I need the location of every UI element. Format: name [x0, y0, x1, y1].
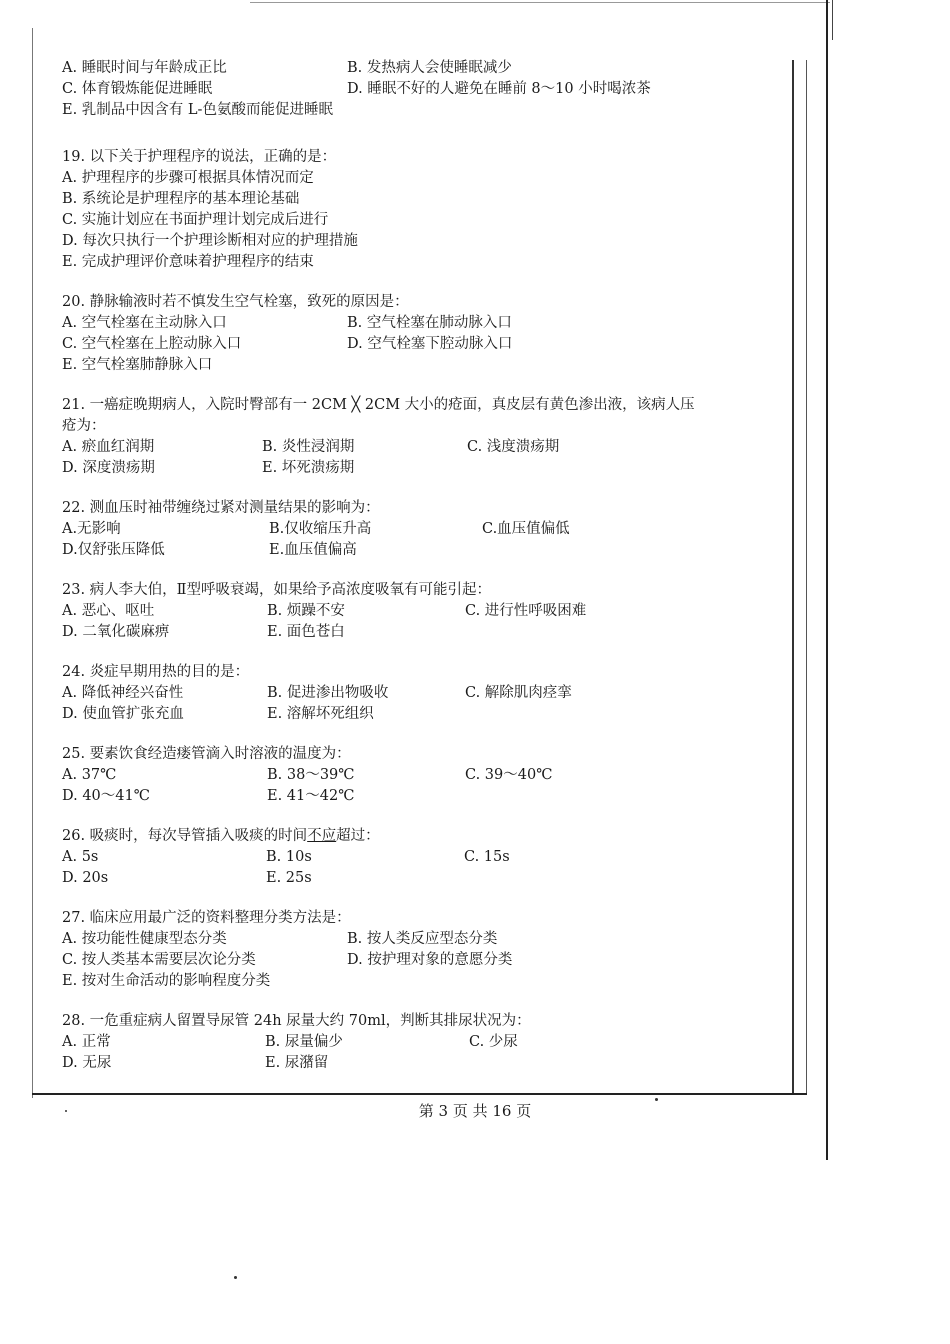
question-stem-start: 26. 吸痰时，每次导管插入吸痰的时间 [62, 828, 308, 844]
option-e: E. 空气栓塞肺静脉入口 [62, 357, 213, 373]
option-b: B. 按人类反应型态分类 [347, 931, 498, 947]
exam-content [62, 58, 787, 1074]
question-stem: 22. 测血压时袖带缠绕过紧对测量结果的影响为： [62, 500, 380, 516]
question-stem: 24. 炎症早期用热的目的是： [62, 664, 250, 680]
option-a: A.无影响 [62, 521, 121, 537]
question-23 [62, 580, 787, 643]
option-c: C. 空气栓塞在上腔动脉入口 [62, 336, 242, 352]
question-27 [62, 908, 787, 992]
option-e: E. 面色苍白 [267, 624, 345, 640]
option-a: A. 护理程序的步骤可根据具体情况而定 [62, 170, 314, 186]
option-a: A. 按功能性健康型态分类 [62, 931, 227, 947]
page-border-left [32, 28, 33, 1098]
option-c: C.血压值偏低 [482, 521, 570, 537]
option-d: D. 使血管扩张充血 [62, 706, 184, 722]
option-b: B. 38～39℃ [267, 767, 355, 783]
option-a: A. 5s [62, 849, 99, 865]
option-c: C. 少尿 [469, 1034, 518, 1050]
question-19 [62, 147, 787, 273]
question-stem-end: 超过： [336, 828, 380, 844]
option-b: B. 10s [266, 849, 312, 865]
option-c: C. 39～40℃ [465, 767, 553, 783]
option-c: C. 进行性呼吸困难 [465, 603, 587, 619]
option-c: C. 按人类基本需要层次论分类 [62, 952, 256, 968]
option-a: A. 恶心、呕吐 [62, 603, 155, 619]
scan-top-edge [250, 2, 830, 3]
option-b: B. 烦躁不安 [267, 603, 345, 619]
option-e: E. 41～42℃ [267, 788, 355, 804]
option-e: E. 溶解坏死组织 [267, 706, 374, 722]
question-21 [62, 395, 787, 479]
option-e: E. 完成护理评价意味着护理程序的结束 [62, 254, 314, 270]
scan-right-edge-mark [832, 0, 833, 40]
question-stem: 20. 静脉输液时若不慎发生空气栓塞，致死的原因是： [62, 294, 409, 310]
option-e: E. 按对生命活动的影响程度分类 [62, 973, 271, 989]
question-28 [62, 1011, 787, 1074]
option-d: D. 深度溃疡期 [62, 460, 155, 476]
option-b: B. 发热病人会使睡眠减少 [347, 60, 512, 76]
option-b: B. 炎性浸润期 [262, 439, 355, 455]
question-stem: 23. 病人李大伯，Ⅱ型呼吸衰竭，如果给予高浓度吸氧有可能引起： [62, 582, 492, 598]
option-e: E.血压值偏高 [269, 542, 357, 558]
page-number: 第 3 页 共 16 页 [418, 1102, 532, 1120]
option-a: A. 正常 [62, 1034, 111, 1050]
option-e: E. 25s [266, 870, 312, 886]
question-stem-continued: 疮为： [62, 418, 106, 434]
option-a: A. 37℃ [62, 767, 117, 783]
question-25 [62, 744, 787, 807]
option-e: E. 乳制品中因含有 L-色氨酸而能促进睡眠 [62, 102, 333, 118]
option-c: C. 15s [464, 849, 510, 865]
option-a: A. 空气栓塞在主动脉入口 [62, 315, 227, 331]
option-a: A. 降低神经兴奋性 [62, 685, 184, 701]
option-d: D. 每次只执行一个护理诊断相对应的护理措施 [62, 233, 358, 249]
scan-right-edge [826, 0, 828, 1160]
question-stem: 25. 要素饮食经造瘘管滴入时溶液的温度为： [62, 746, 351, 762]
option-d: D. 无尿 [62, 1055, 112, 1071]
option-a: A. 瘀血红润期 [62, 439, 155, 455]
option-b: B. 空气栓塞在肺动脉入口 [347, 315, 512, 331]
question-stem: 27. 临床应用最广泛的资料整理分类方法是： [62, 910, 351, 926]
question-26 [62, 826, 787, 889]
option-c: C. 体育锻炼能促进睡眠 [62, 81, 213, 97]
option-d: D.仅舒张压降低 [62, 542, 165, 558]
option-b: B. 系统论是护理程序的基本理论基础 [62, 191, 300, 207]
option-b: B.仅收缩压升高 [269, 521, 372, 537]
question-18-continuation [62, 58, 787, 121]
question-20 [62, 292, 787, 376]
option-c: C. 浅度溃疡期 [467, 439, 560, 455]
question-stem [62, 826, 787, 847]
question-stem: 19. 以下关于护理程序的说法，正确的是： [62, 149, 337, 165]
question-stem: 21. 一癌症晚期病人，入院时臀部有一 2CM ╳ 2CM 大小的疮面，真皮层有黄色渗出液，该病人压 [62, 397, 695, 413]
option-c: C. 实施计划应在书面护理计划完成后进行 [62, 212, 329, 228]
option-d: D. 按护理对象的意愿分类 [347, 952, 513, 968]
scan-speck [234, 1276, 237, 1279]
option-d: D. 二氧化碳麻痹 [62, 624, 170, 640]
page-border-bottom [32, 1093, 807, 1095]
page-border-right [792, 60, 794, 1095]
option-d: D. 睡眠不好的人避免在睡前 8～10 小时喝浓茶 [347, 81, 651, 97]
option-e: E. 坏死溃疡期 [262, 460, 355, 476]
option-d: D. 40～41℃ [62, 788, 150, 804]
scan-speck [655, 1098, 658, 1101]
option-e: E. 尿潴留 [265, 1055, 329, 1071]
option-c: C. 解除肌肉痉挛 [465, 685, 572, 701]
option-b: B. 促进渗出物吸收 [267, 685, 389, 701]
option-a: A. 睡眠时间与年龄成正比 [62, 60, 227, 76]
underlined-emphasis: 不应 [307, 828, 337, 844]
option-d: D. 20s [62, 870, 109, 886]
option-b: B. 尿量偏少 [265, 1034, 343, 1050]
option-d: D. 空气栓塞下腔动脉入口 [347, 336, 513, 352]
scan-speck [65, 1110, 67, 1112]
question-22 [62, 498, 787, 561]
question-24 [62, 662, 787, 725]
question-stem: 28. 一危重症病人留置导尿管 24h 尿量大约 70ml，判断其排尿状况为： [62, 1013, 531, 1029]
page-border-right-inner [806, 60, 807, 1095]
